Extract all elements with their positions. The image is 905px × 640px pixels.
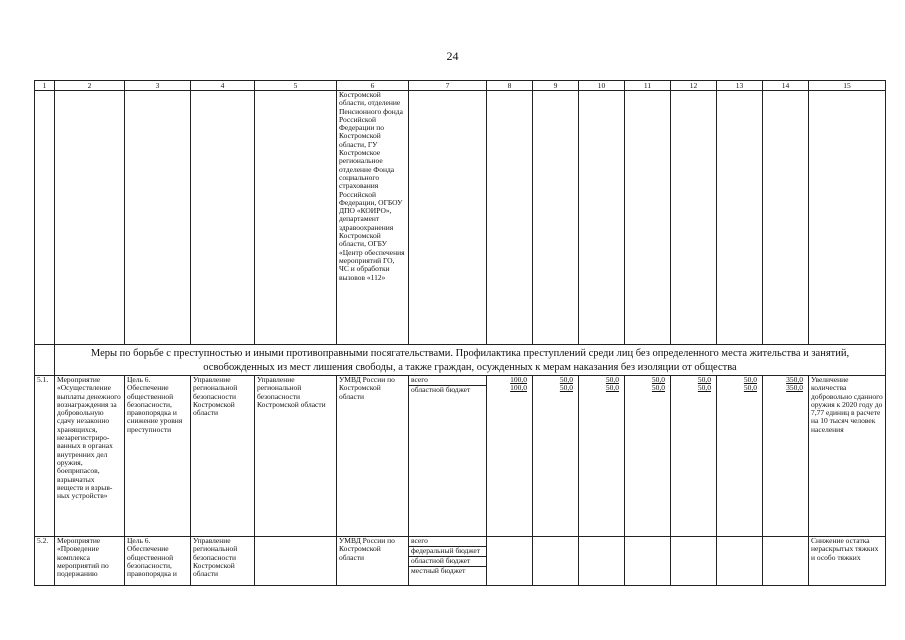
column-number: 13 [717,81,763,91]
column-number-row [35,81,886,91]
executor: УМВД России по Костромской области [337,537,409,586]
executors-continued: Костромской области, отделение Пенсионного фонда Российской Федерации по Костромской области, ГУ Костромское региональное отделение Фонда социального страхования Российской Федерации, ОГБОУ ДПО «КОИРО», департамент здравоохранения Костромской области, ОГБУ «Центр обеспечения мероприятий ГО, ЧС и обработки вызовов «112» [337,91,409,345]
column-number: 8 [487,81,533,91]
funding-source: федеральный бюджет [409,547,486,557]
coordinator: Управление региональной безопасности Костромской области [191,537,255,586]
executor: УМВД России по Костромской области [337,376,409,537]
measure-name: Мероприятие «Осуществление выплаты денежного вознаграждения за добровольную сдачу незаконно хранящихся, незарегистриро-ванных в органах внутренних дел оружия, боеприпасов, взрывчатых веществ и взрыв-ных устройств» [55,376,125,537]
value-cell: 50,0 50,0 [717,376,763,537]
funding-source: местный бюджет [411,565,466,575]
column-number: 4 [191,81,255,91]
row-number: 5.2. [35,537,55,586]
expected-result: Увеличение количества добровольно сданного оружия к 2020 году до 7,77 единиц в расчете на 10 тысяч человек населения [809,376,886,537]
column-number: 11 [625,81,671,91]
value-cell: 50,0 50,0 [579,376,625,537]
column-number: 2 [55,81,125,91]
column-number: 12 [671,81,717,91]
row-number: 5.1. [35,376,55,537]
column-number: 6 [337,81,409,91]
table-row [35,376,886,537]
column-number: 10 [579,81,625,91]
funding-sources [409,537,487,586]
value-cell: 350,0 350,0 [763,376,809,537]
value-cell: 50,0 50,0 [533,376,579,537]
coordinator: Управление региональной безопасности Костромской области [191,376,255,537]
funding-source: всего [409,537,486,547]
measure-name: Мероприятие «Проведение комплекса мероприятий по подержанию [55,537,125,586]
value-cell: 50,0 50,0 [625,376,671,537]
column-number: 7 [409,81,487,91]
value-cell: 100,0 100,0 [487,376,533,537]
value-cell: 50,0 50,0 [671,376,717,537]
column-number: 3 [125,81,191,91]
funding-source: областной бюджет [411,384,471,394]
funding-source: областной бюджет [409,557,486,567]
responsible: Управление региональной безопасности Костромской области [255,376,337,537]
section-title: Меры по борьбе с преступностью и иными противоправными посягательствами. Профилактика преступлений среди лиц без определенного места жительства и занятий, освобожденных из мест лишения свободы, а также граждан, осужденных к мерам наказания без изоляции от общества [55,345,886,376]
table-row [35,537,886,586]
goal: Цель 6. Обеспечение общественной безопасности, правопорядка и [125,537,191,586]
column-number: 1 [35,81,55,91]
page-number: 24 [446,49,459,63]
column-number: 15 [809,81,886,91]
column-number: 9 [533,81,579,91]
continuation-row [35,91,886,345]
column-number: 14 [763,81,809,91]
goal: Цель 6. Обеспечение общественной безопасности, правопорядка и снижение уровня преступности [125,376,191,537]
expected-result: Снижение остатка нераскрытых тяжких и особо тяжких [809,537,886,586]
section-row [35,345,886,376]
program-table [34,80,886,586]
column-number: 5 [255,81,337,91]
funding-source: всего [409,376,486,386]
funding-sources [409,376,487,537]
